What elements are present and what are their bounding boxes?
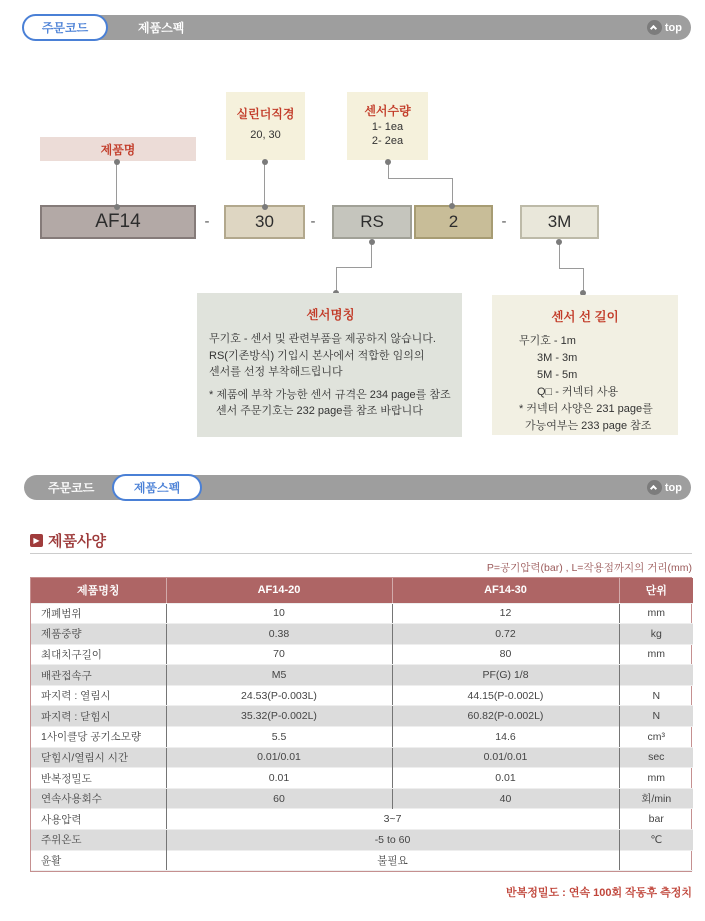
table-cell: 닫힘시/열림시 시간	[31, 747, 166, 768]
table-cell: 윤활	[31, 850, 166, 871]
connector-line	[264, 161, 265, 207]
spec-table	[30, 577, 692, 872]
table-cell: mm	[619, 603, 693, 624]
tabbar-product-spec	[24, 475, 691, 500]
table-cell: mm	[619, 768, 693, 789]
table-cell	[619, 665, 693, 686]
connector-dot	[114, 204, 120, 210]
code-box-wire-length: 3M	[520, 205, 599, 239]
table-cell: 0.72	[392, 624, 619, 645]
sensor-wire-line: Q□ - 커넥터 사용	[537, 386, 619, 399]
sensor-name-line: 센서를 선정 부착해드립니다	[209, 366, 343, 378]
table-cell: 연속사용회수	[31, 788, 166, 809]
divider	[30, 553, 692, 554]
table-cell: PF(G) 1/8	[392, 665, 619, 686]
table-cell: ℃	[650, 833, 663, 846]
sensor-quantity-option: 1- 1ea	[371, 121, 404, 133]
table-cell: 반복정밀도	[31, 768, 166, 789]
cylinder-diameter-note	[226, 92, 305, 160]
table-cell: 12	[392, 603, 619, 624]
table-cell: 3~7	[166, 809, 619, 830]
table-row	[31, 624, 693, 645]
sensor-name-line: * 제품에 부착 가능한 센서 규격은 234 page를 참조	[209, 388, 451, 401]
sensor-name-line: 센서 주문기호는 232 page를 참조 바랍니다	[216, 405, 423, 417]
table-cell: 불필요	[166, 850, 619, 871]
connector-dot	[262, 204, 268, 210]
table-cell: N	[619, 685, 693, 706]
table-cell: 사용압력	[31, 809, 166, 830]
code-separator: -	[204, 213, 210, 230]
table-row	[31, 603, 693, 624]
table-cell: N	[652, 710, 661, 723]
connector-line	[336, 267, 372, 268]
code-box-sensor-qty: 2	[414, 205, 493, 239]
table-cell: 35.32(P-0.002L)	[166, 706, 392, 727]
sensor-quantity-title: 센서수량	[364, 104, 411, 118]
header-model-1: AF14-20	[166, 578, 392, 603]
table-row	[31, 768, 693, 789]
pressure-legend-note: P=공기압력(bar) , L=작용점까지의 거리(mm)	[486, 562, 692, 574]
code-box-model: AF14	[40, 205, 196, 239]
connector-dot	[369, 239, 375, 245]
table-cell: cm³	[619, 727, 693, 748]
tab-order-code[interactable]	[48, 475, 94, 500]
sensor-wire-length-note	[492, 295, 678, 435]
header-product-name: 제품명칭	[31, 578, 166, 603]
top-button-label: top	[664, 481, 682, 494]
table-cell: 배관접속구	[31, 665, 166, 686]
product-name-label-box	[40, 137, 196, 161]
table-cell: 개폐범위	[31, 603, 166, 624]
connector-line	[559, 242, 560, 269]
tab-order-code-label: 주문코드	[48, 481, 95, 495]
top-button-label: top	[664, 21, 682, 34]
table-cell: 0.01/0.01	[392, 747, 619, 768]
sensor-name-title: 센서명칭	[306, 308, 355, 322]
table-cell: 44.15(P-0.002L)	[392, 685, 619, 706]
chevron-up-icon	[647, 480, 662, 495]
code-separator: -	[501, 213, 507, 230]
table-cell: 회/min	[641, 793, 672, 806]
connector-line	[371, 242, 372, 268]
sensor-quantity-note	[347, 92, 428, 160]
spec-table-header	[31, 578, 693, 603]
table-cell: 10	[166, 603, 392, 624]
table-cell: 14.6	[392, 727, 619, 748]
table-cell: bar	[619, 809, 693, 830]
table-cell: 파지력 : 열림시	[31, 685, 166, 706]
tab-product-spec-label: 제품스펙	[133, 481, 181, 495]
table-cell: -5 to 60	[166, 830, 619, 851]
table-row	[31, 850, 693, 871]
table-cell: 60.82(P-0.002L)	[392, 706, 619, 727]
spec-section-title: 제품사양	[48, 533, 106, 550]
connector-line	[116, 161, 117, 207]
connector-dot	[556, 239, 562, 245]
connector-dot	[385, 159, 391, 165]
connector-dot	[262, 159, 268, 165]
table-cell: 최대치구길이	[31, 644, 166, 665]
table-cell: 주위온도	[31, 830, 166, 851]
table-row	[31, 830, 693, 851]
sensor-wire-line: 3M - 3m	[537, 352, 578, 365]
table-cell: 24.53(P-0.003L)	[166, 685, 392, 706]
code-separator: -	[310, 213, 316, 230]
connector-dot	[114, 159, 120, 165]
tab-product-spec[interactable]	[112, 474, 202, 501]
connector-dot	[449, 203, 455, 209]
table-cell	[619, 850, 693, 871]
connector-line	[452, 178, 453, 206]
table-cell: mm	[619, 644, 693, 665]
table-cell: 1사이클당 공기소모량	[31, 727, 166, 748]
table-cell: 40	[392, 788, 619, 809]
repeatability-footnote: 반복정밀도 : 연속 100회 작동후 측정치	[505, 887, 692, 899]
tab-order-code-label: 주문코드	[41, 21, 89, 35]
connector-line	[559, 268, 584, 269]
sensor-name-line: RS(기존방식) 기입시 본사에서 적합한 임의의	[209, 349, 425, 362]
table-cell: 80	[392, 644, 619, 665]
header-unit: 단위	[619, 578, 693, 603]
connector-line	[388, 178, 453, 179]
code-box-sensor-type: RS	[332, 205, 412, 239]
top-button[interactable]	[647, 15, 682, 40]
sensor-wire-length-title: 센서 선 길이	[551, 310, 619, 324]
table-cell: 0.01	[392, 768, 619, 789]
table-row	[31, 809, 693, 830]
sensor-wire-line: * 커넥터 사양은 231 page를	[519, 403, 653, 416]
table-cell: M5	[166, 665, 392, 686]
cylinder-diameter-title: 실린더직경	[236, 107, 295, 121]
table-row	[31, 706, 693, 727]
table-cell: 5.5	[166, 727, 392, 748]
table-row	[31, 788, 693, 809]
sensor-wire-line: 5M - 5m	[537, 369, 578, 382]
table-row	[31, 665, 693, 686]
table-cell: 0.01	[166, 768, 392, 789]
table-cell: sec	[648, 751, 665, 764]
table-cell: 파지력 : 닫힘시	[31, 706, 166, 727]
sensor-name-note	[197, 293, 462, 437]
table-row	[31, 644, 693, 665]
sensor-wire-line: 가능여부는 233 page 참조	[525, 420, 652, 433]
header-model-2: AF14-30	[392, 578, 619, 603]
product-name-label: 제품명	[100, 142, 136, 157]
tab-product-spec[interactable]	[138, 15, 184, 40]
table-cell: 0.38	[166, 624, 392, 645]
sensor-quantity-option: 2- 2ea	[371, 135, 404, 147]
tabbar-order-code	[24, 15, 691, 40]
sensor-wire-line: 무기호 - 1m	[519, 335, 576, 347]
table-cell: 70	[166, 644, 392, 665]
table-row	[31, 747, 693, 768]
chevron-up-icon	[647, 20, 662, 35]
top-button[interactable]	[647, 475, 682, 500]
table-cell: 제품중량	[31, 624, 166, 645]
table-cell: 0.01/0.01	[166, 747, 392, 768]
sensor-name-line: 무기호 - 센서 및 관련부품을 제공하지 않습니다.	[209, 333, 436, 345]
tab-order-code[interactable]	[22, 14, 108, 41]
cylinder-diameter-values: 20, 30	[250, 129, 281, 141]
table-cell: 60	[166, 788, 392, 809]
section-marker-icon: ▶	[30, 534, 43, 547]
tab-product-spec-label: 제품스펙	[138, 21, 185, 35]
table-cell: kg	[650, 627, 662, 640]
code-box-bore: 30	[224, 205, 305, 239]
table-row	[31, 685, 693, 706]
table-row	[31, 727, 693, 748]
